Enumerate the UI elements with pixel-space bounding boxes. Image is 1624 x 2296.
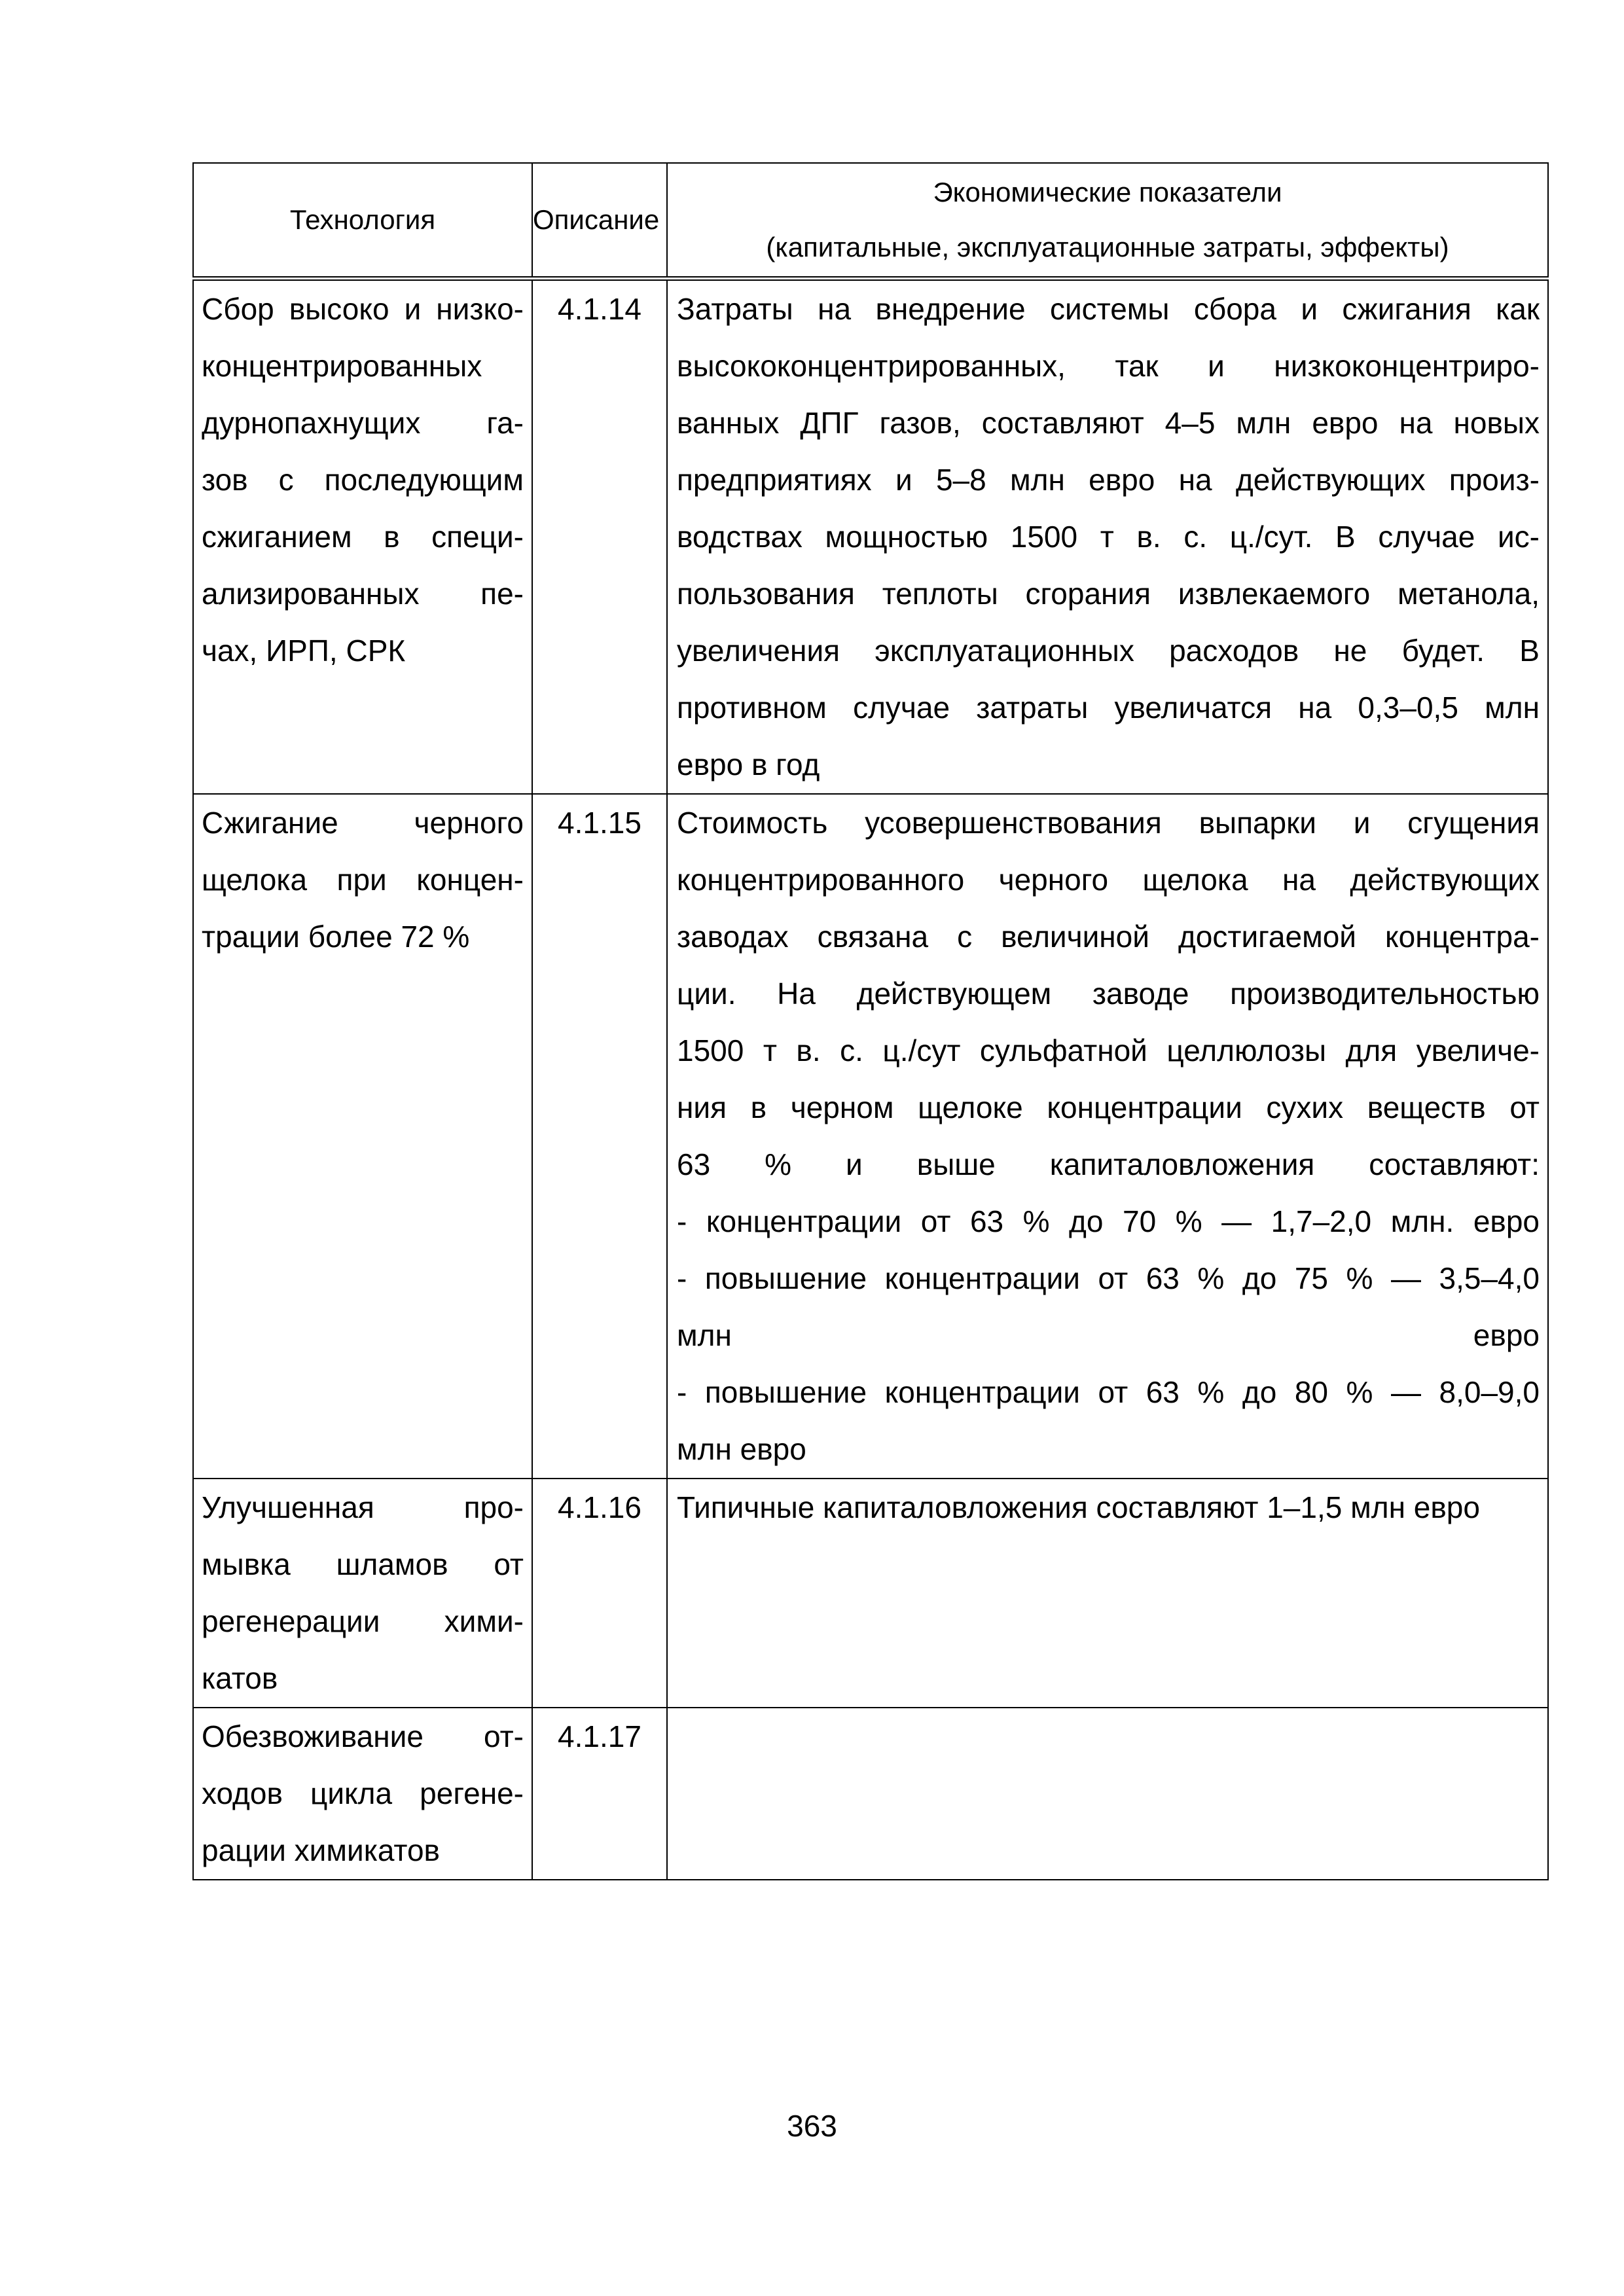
technology-line: ходов цикла регене- bbox=[202, 1776, 524, 1810]
economics-line: заводах связана с величиной достигаемой концентра- bbox=[677, 920, 1540, 954]
economics-line: предприятиях и 5–8 млн евро на действующих произ- bbox=[677, 463, 1540, 497]
economics-line: евро в год bbox=[677, 747, 820, 781]
table-row bbox=[193, 1479, 1548, 1708]
economics-line: Стоимость усовершенствования выпарки и сгущения bbox=[677, 806, 1540, 840]
cell-economics bbox=[667, 794, 1548, 1479]
technology-line: ализированных пе- bbox=[202, 577, 524, 611]
economics-line: - концентрации от 63 % до 70 % — 1,7–2,0 млн. евро bbox=[677, 1204, 1540, 1238]
economics-line: Типичные капиталовложения составляют 1–1,5 млн евро bbox=[677, 1490, 1480, 1524]
technology-line: регенерации хими- bbox=[202, 1604, 524, 1638]
bat-economics-table bbox=[192, 162, 1549, 1880]
table-row bbox=[193, 1708, 1548, 1880]
economics-line: противном случае затраты увеличатся на 0,3–0,5 млн bbox=[677, 691, 1540, 725]
cell-technology bbox=[193, 279, 532, 795]
economics-line: высококонцентрированных, так и низкоконцентриро- bbox=[677, 349, 1540, 383]
economics-line: концентрированного черного щелока на действующих bbox=[677, 863, 1540, 897]
technology-line: чах, ИРП, СРК bbox=[202, 634, 406, 668]
header-economics bbox=[667, 163, 1548, 279]
economics-line: ния в черном щелоке концентрации сухих веществ от bbox=[677, 1090, 1540, 1124]
cell-technology bbox=[193, 794, 532, 1479]
economics-line: 63 % и выше капиталовложения составляют: bbox=[677, 1147, 1540, 1181]
table-row bbox=[193, 794, 1548, 1479]
cell-description-ref: 4.1.16 bbox=[532, 1479, 667, 1708]
table-header-row bbox=[193, 163, 1548, 279]
cell-economics bbox=[667, 1479, 1548, 1708]
technology-line: рации химикатов bbox=[202, 1833, 440, 1867]
economics-line: увеличения эксплуатационных расходов не будет. В bbox=[677, 634, 1540, 668]
economics-line: млн евро bbox=[677, 1318, 1540, 1352]
technology-line: сжиганием в специ- bbox=[202, 520, 524, 554]
table-row bbox=[193, 279, 1548, 795]
cell-description-ref: 4.1.14 bbox=[532, 279, 667, 795]
cell-description-ref: 4.1.15 bbox=[532, 794, 667, 1479]
technology-line: Обезвоживание от- bbox=[202, 1719, 524, 1753]
technology-line: трации более 72 % bbox=[202, 920, 470, 954]
technology-line: Сбор высоко и низко- bbox=[202, 292, 524, 326]
economics-line: пользования теплоты сгорания извлекаемого метанола, bbox=[677, 577, 1540, 611]
cell-technology bbox=[193, 1479, 532, 1708]
technology-line: мывка шламов от bbox=[202, 1547, 524, 1581]
cell-economics bbox=[667, 279, 1548, 795]
header-economics-subtitle: (капитальные, эксплуатационные затраты, эффекты) bbox=[766, 232, 1449, 262]
technology-line: концентрированных bbox=[202, 349, 482, 383]
economics-line: Затраты на внедрение системы сбора и сжигания как bbox=[677, 292, 1540, 326]
technology-line: зов с последующим bbox=[202, 463, 524, 497]
technology-line: Улучшенная про- bbox=[202, 1490, 524, 1524]
technology-line: Сжигание черного bbox=[202, 806, 524, 840]
economics-line: ванных ДПГ газов, составляют 4–5 млн евро на новых bbox=[677, 406, 1540, 440]
economics-line: - повышение концентрации от 63 % до 80 % — 8,0–9,0 bbox=[677, 1375, 1540, 1409]
header-description: Описание bbox=[532, 163, 667, 279]
cell-economics bbox=[667, 1708, 1548, 1880]
header-technology: Технология bbox=[193, 163, 532, 279]
technology-line: дурнопахнущих га- bbox=[202, 406, 524, 440]
technology-line: щелока при концен- bbox=[202, 863, 524, 897]
page-number: 363 bbox=[787, 2109, 837, 2143]
economics-line: ции. На действующем заводе производительностью bbox=[677, 977, 1540, 1011]
economics-line: - повышение концентрации от 63 % до 75 % — 3,5–4,0 bbox=[677, 1261, 1540, 1295]
economics-line: млн евро bbox=[677, 1432, 806, 1466]
header-economics-title: Экономические показатели bbox=[933, 177, 1282, 207]
cell-technology bbox=[193, 1708, 532, 1880]
economics-line: 1500 т в. с. ц./сут сульфатной целлюлозы для увеличе- bbox=[677, 1033, 1540, 1067]
technology-line: катов bbox=[202, 1661, 278, 1695]
economics-line: водствах мощностью 1500 т в. с. ц./сут. В случае ис- bbox=[677, 520, 1540, 554]
cell-description-ref: 4.1.17 bbox=[532, 1708, 667, 1880]
